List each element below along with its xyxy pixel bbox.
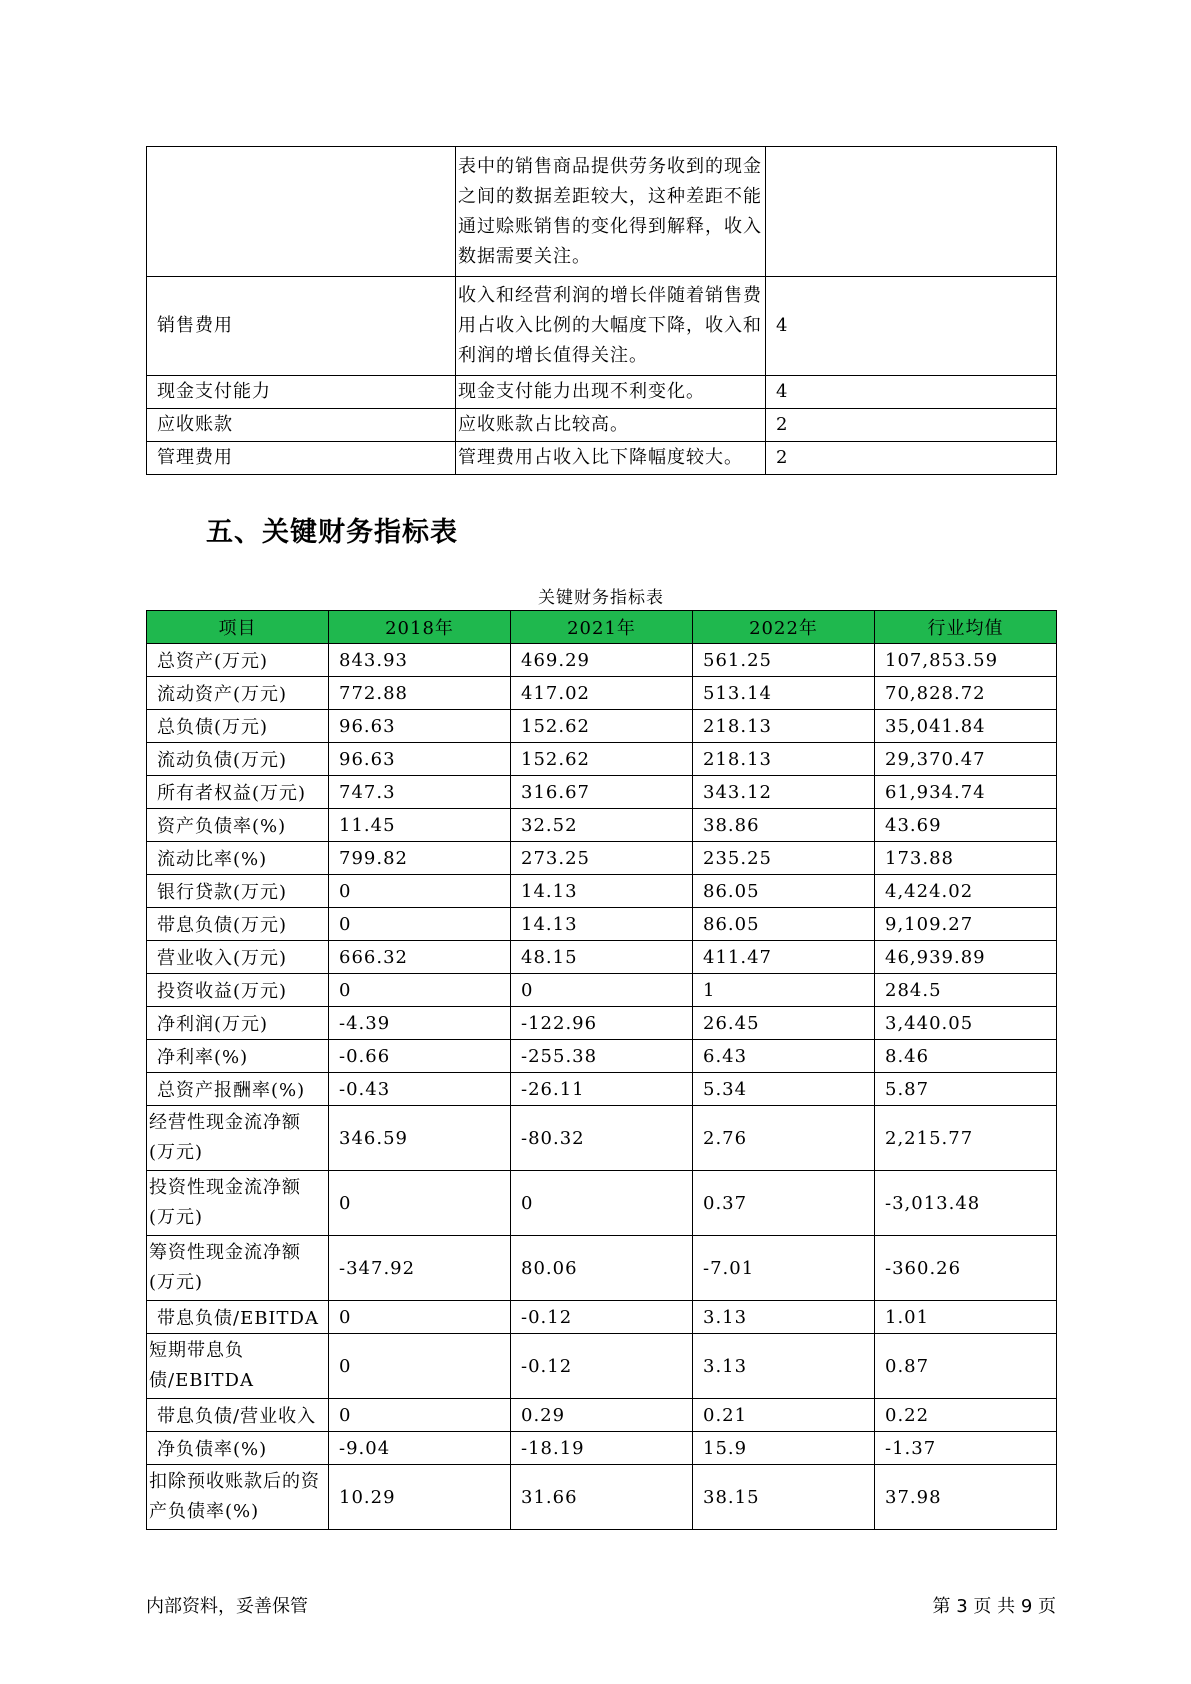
indicator-name-cell: 短期带息负债/EBITDA <box>147 1334 329 1399</box>
table-row <box>147 1236 1057 1301</box>
column-header: 项目 <box>147 611 329 644</box>
value-cell: 9,109.27 <box>875 908 1057 941</box>
indicator-name-cell: 带息负债/营业收入 <box>147 1399 329 1432</box>
indicator-name-cell: 投资性现金流净额(万元) <box>147 1171 329 1236</box>
value-cell: 8.46 <box>875 1040 1057 1073</box>
value-cell: -0.43 <box>329 1073 511 1106</box>
table-caption: 关键财务指标表 <box>538 588 664 608</box>
indicator-name-cell: 资产负债率(%) <box>147 809 329 842</box>
value-cell: 843.93 <box>329 644 511 677</box>
value-cell: -4.39 <box>329 1007 511 1040</box>
table-header-row <box>147 611 1057 644</box>
indicator-name-cell: 带息负债/EBITDA <box>147 1301 329 1334</box>
indicator-name-cell: 经营性现金流净额(万元) <box>147 1106 329 1171</box>
value-cell: 107,853.59 <box>875 644 1057 677</box>
financial-indicators-table <box>146 610 1057 1530</box>
table-row <box>147 1465 1057 1530</box>
value-cell: 80.06 <box>511 1236 693 1301</box>
value-cell: 5.34 <box>693 1073 875 1106</box>
value-cell: 14.13 <box>511 908 693 941</box>
value-cell: -1.37 <box>875 1432 1057 1465</box>
indicator-name-cell: 总负债(万元) <box>147 710 329 743</box>
value-cell: -0.12 <box>511 1334 693 1399</box>
value-cell: -122.96 <box>511 1007 693 1040</box>
value-cell: 0 <box>329 1301 511 1334</box>
table-row <box>147 376 1057 409</box>
value-cell: -347.92 <box>329 1236 511 1301</box>
value-cell: 96.63 <box>329 743 511 776</box>
risk-score-cell: 2 <box>766 442 1057 475</box>
value-cell: 0 <box>329 1399 511 1432</box>
value-cell: 0.87 <box>875 1334 1057 1399</box>
value-cell: 1 <box>693 974 875 1007</box>
value-cell: 31.66 <box>511 1465 693 1530</box>
risk-score-cell <box>766 147 1057 277</box>
risk-item-cell: 管理费用 <box>147 442 456 475</box>
value-cell: 26.45 <box>693 1007 875 1040</box>
value-cell: 173.88 <box>875 842 1057 875</box>
value-cell: 2.76 <box>693 1106 875 1171</box>
value-cell: 86.05 <box>693 875 875 908</box>
indicator-name-cell: 流动比率(%) <box>147 842 329 875</box>
value-cell: 235.25 <box>693 842 875 875</box>
value-cell: 11.45 <box>329 809 511 842</box>
value-cell: 35,041.84 <box>875 710 1057 743</box>
table-row <box>147 644 1057 677</box>
value-cell: 32.52 <box>511 809 693 842</box>
page-number: 第 3 页 共 9 页 <box>932 1596 1056 1617</box>
value-cell: 152.62 <box>511 743 693 776</box>
indicator-name-cell: 流动资产(万元) <box>147 677 329 710</box>
indicator-name-cell: 投资收益(万元) <box>147 974 329 1007</box>
indicator-name-cell: 流动负债(万元) <box>147 743 329 776</box>
risk-table <box>146 146 1057 475</box>
risk-desc-cell: 管理费用占收入比下降幅度较大。 <box>456 442 766 475</box>
value-cell: -18.19 <box>511 1432 693 1465</box>
table-row <box>147 974 1057 1007</box>
column-header: 2021年 <box>511 611 693 644</box>
indicator-name-cell: 带息负债(万元) <box>147 908 329 941</box>
risk-item-cell: 应收账款 <box>147 409 456 442</box>
table-row <box>147 1301 1057 1334</box>
value-cell: 38.15 <box>693 1465 875 1530</box>
risk-desc-cell: 应收账款占比较高。 <box>456 409 766 442</box>
value-cell: -0.12 <box>511 1301 693 1334</box>
value-cell: 3.13 <box>693 1301 875 1334</box>
section-heading: 五、关键财务指标表 <box>206 517 458 548</box>
table-row <box>147 809 1057 842</box>
value-cell: 0 <box>329 1334 511 1399</box>
risk-score-cell: 2 <box>766 409 1057 442</box>
value-cell: 0.29 <box>511 1399 693 1432</box>
value-cell: 772.88 <box>329 677 511 710</box>
table-row <box>147 277 1057 376</box>
value-cell: 0 <box>329 1171 511 1236</box>
column-header: 行业均值 <box>875 611 1057 644</box>
risk-desc-cell: 收入和经营利润的增长伴随着销售费用占收入比例的大幅度下降，收入和利润的增长值得关注。 <box>456 277 766 376</box>
value-cell: 96.63 <box>329 710 511 743</box>
value-cell: 3,440.05 <box>875 1007 1057 1040</box>
value-cell: -7.01 <box>693 1236 875 1301</box>
value-cell: 37.98 <box>875 1465 1057 1530</box>
column-header: 2022年 <box>693 611 875 644</box>
indicator-name-cell: 扣除预收账款后的资产负债率(%) <box>147 1465 329 1530</box>
risk-desc-cell: 现金支付能力出现不利变化。 <box>456 376 766 409</box>
value-cell: 46,939.89 <box>875 941 1057 974</box>
value-cell: 6.43 <box>693 1040 875 1073</box>
table-row <box>147 842 1057 875</box>
table-row <box>147 908 1057 941</box>
table-row <box>147 1007 1057 1040</box>
value-cell: 0 <box>329 875 511 908</box>
value-cell: 411.47 <box>693 941 875 974</box>
value-cell: -0.66 <box>329 1040 511 1073</box>
table-row <box>147 1334 1057 1399</box>
risk-score-cell: 4 <box>766 277 1057 376</box>
value-cell: 15.9 <box>693 1432 875 1465</box>
value-cell: 666.32 <box>329 941 511 974</box>
value-cell: 273.25 <box>511 842 693 875</box>
value-cell: 513.14 <box>693 677 875 710</box>
value-cell: 0 <box>511 974 693 1007</box>
table-row <box>147 677 1057 710</box>
financial-table-body <box>147 644 1057 1530</box>
table-row <box>147 875 1057 908</box>
indicator-name-cell: 净利润(万元) <box>147 1007 329 1040</box>
value-cell: 0 <box>329 908 511 941</box>
value-cell: 2,215.77 <box>875 1106 1057 1171</box>
risk-score-cell: 4 <box>766 376 1057 409</box>
value-cell: -26.11 <box>511 1073 693 1106</box>
risk-item-cell <box>147 147 456 277</box>
table-row <box>147 1171 1057 1236</box>
value-cell: 10.29 <box>329 1465 511 1530</box>
value-cell: 218.13 <box>693 710 875 743</box>
indicator-name-cell: 总资产(万元) <box>147 644 329 677</box>
indicator-name-cell: 银行贷款(万元) <box>147 875 329 908</box>
value-cell: 0.21 <box>693 1399 875 1432</box>
table-row <box>147 1106 1057 1171</box>
value-cell: 561.25 <box>693 644 875 677</box>
value-cell: 0.22 <box>875 1399 1057 1432</box>
value-cell: -9.04 <box>329 1432 511 1465</box>
table-row <box>147 1073 1057 1106</box>
table-row <box>147 442 1057 475</box>
value-cell: 38.86 <box>693 809 875 842</box>
value-cell: 3.13 <box>693 1334 875 1399</box>
table-row <box>147 409 1057 442</box>
indicator-name-cell: 所有者权益(万元) <box>147 776 329 809</box>
value-cell: 29,370.47 <box>875 743 1057 776</box>
value-cell: 86.05 <box>693 908 875 941</box>
table-row <box>147 776 1057 809</box>
value-cell: -360.26 <box>875 1236 1057 1301</box>
value-cell: 0 <box>329 974 511 1007</box>
value-cell: -255.38 <box>511 1040 693 1073</box>
indicator-name-cell: 筹资性现金流净额(万元) <box>147 1236 329 1301</box>
value-cell: 152.62 <box>511 710 693 743</box>
table-row <box>147 743 1057 776</box>
value-cell: 4,424.02 <box>875 875 1057 908</box>
risk-desc-cell: 表中的销售商品提供劳务收到的现金之间的数据差距较大，这种差距不能通过赊账销售的变化得到解释，收入数据需要关注。 <box>456 147 766 277</box>
value-cell: 346.59 <box>329 1106 511 1171</box>
value-cell: 5.87 <box>875 1073 1057 1106</box>
value-cell: 284.5 <box>875 974 1057 1007</box>
value-cell: -80.32 <box>511 1106 693 1171</box>
value-cell: 218.13 <box>693 743 875 776</box>
indicator-name-cell: 营业收入(万元) <box>147 941 329 974</box>
table-row <box>147 1399 1057 1432</box>
indicator-name-cell: 净利率(%) <box>147 1040 329 1073</box>
indicator-name-cell: 总资产报酬率(%) <box>147 1073 329 1106</box>
indicator-name-cell: 净负债率(%) <box>147 1432 329 1465</box>
value-cell: 343.12 <box>693 776 875 809</box>
footer-confidential-note: 内部资料，妥善保管 <box>146 1596 308 1617</box>
table-row <box>147 941 1057 974</box>
column-header: 2018年 <box>329 611 511 644</box>
value-cell: 316.67 <box>511 776 693 809</box>
value-cell: -3,013.48 <box>875 1171 1057 1236</box>
value-cell: 14.13 <box>511 875 693 908</box>
value-cell: 43.69 <box>875 809 1057 842</box>
table-row <box>147 147 1057 277</box>
value-cell: 61,934.74 <box>875 776 1057 809</box>
risk-item-cell: 销售费用 <box>147 277 456 376</box>
value-cell: 0 <box>511 1171 693 1236</box>
value-cell: 799.82 <box>329 842 511 875</box>
value-cell: 70,828.72 <box>875 677 1057 710</box>
table-row <box>147 1432 1057 1465</box>
value-cell: 469.29 <box>511 644 693 677</box>
value-cell: 1.01 <box>875 1301 1057 1334</box>
risk-item-cell: 现金支付能力 <box>147 376 456 409</box>
value-cell: 747.3 <box>329 776 511 809</box>
value-cell: 48.15 <box>511 941 693 974</box>
value-cell: 0.37 <box>693 1171 875 1236</box>
table-row <box>147 710 1057 743</box>
value-cell: 417.02 <box>511 677 693 710</box>
table-row <box>147 1040 1057 1073</box>
